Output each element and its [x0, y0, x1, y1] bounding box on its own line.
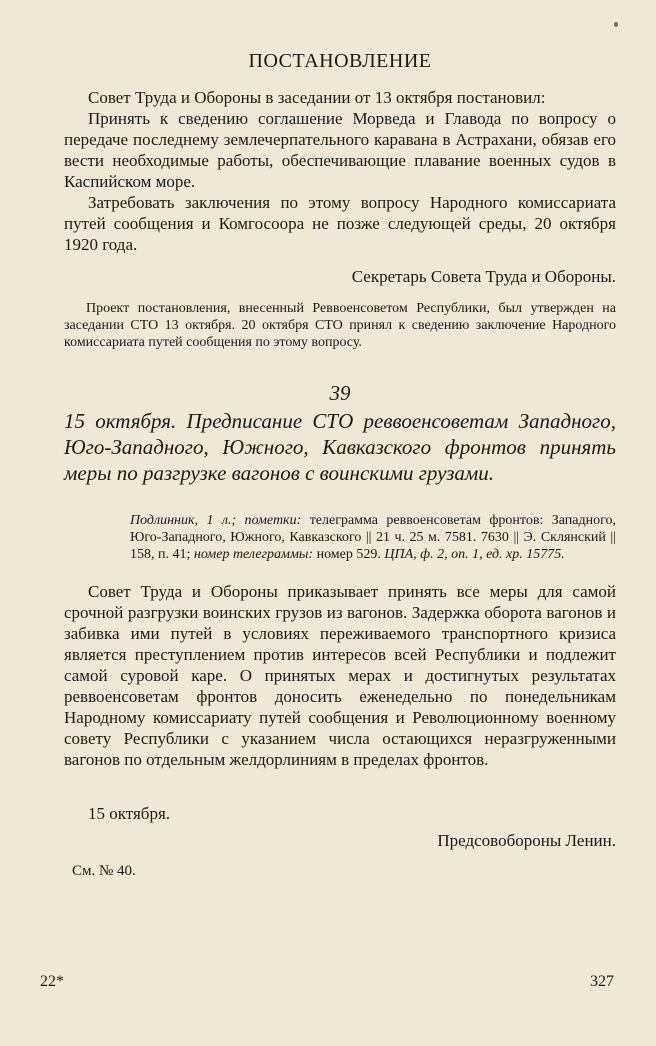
footer-sheet-mark: 22* [40, 973, 64, 990]
note-text: Проект постановления, внесенный Реввоенсоветом Республики, был утвержден на заседании СТО 13 октября. 20 октября СТО принял к сведению заключение Народного комиссариата путей сообщения по этому вопросу. [64, 301, 616, 350]
secretary-signature: Секретарь Совета Труда и Обороны. [351, 267, 616, 286]
archive-reference: ЦПА, ф. 2, оп. 1, ед. хр. 15775. [384, 547, 565, 562]
source-reference [130, 512, 616, 563]
resolution-title: ПОСТАНОВЛЕНИЕ [248, 50, 432, 72]
telegram-number: номер 529. [316, 547, 381, 562]
resolution-note [64, 300, 616, 351]
document-number: 39 [329, 381, 351, 405]
telegram-number-label: номер телеграммы: [193, 547, 314, 562]
source-text: телеграмма реввоенсоветам фронтов: Западного, Юго-Западного, Южного, Кавказского || 21 ч. 25 м. 7581. 7630 || Э. Склянский || 158, п. 41; [130, 513, 617, 562]
order-date: 15 октября. [88, 804, 171, 823]
resolution-paragraph: Совет Труда и Обороны в заседании от 13 октября постановил: [88, 88, 546, 107]
ink-speck [614, 22, 618, 27]
cross-reference: См. № 40. [72, 863, 136, 879]
resolution-body [64, 87, 616, 255]
page-number: 327 [590, 973, 614, 990]
document-heading: 15 октября. Предписание СТО реввоенсоветам Западного, Юго-Западного, Южного, Кавказского фронтов принять меры по разгрузке вагонов с воинскими грузами. [64, 409, 616, 485]
order-paragraph: Совет Труда и Обороны приказывает принять все меры для самой срочной разгрузки воинских грузов из вагонов. Задержка оборота вагонов и забивка ими путей в условиях переживаемого транспортного кризиса является преступлением против интересов всей Республики и подлежит самой суровой каре. О принятых мерах и достигнутых результатах реввоенсоветам фронтов доносить еженедельно по понедельникам Народному комиссариату путей сообщения и Революционному военному совету Республики с указанием числа остающихся неразгруженными вагонов по отдельным желдорлиниям в пределах фронтов. [64, 582, 616, 769]
order-body [64, 581, 616, 770]
resolution-paragraph: Затребовать заключения по этому вопросу Народного комиссариата путей сообщения и Комгосоора не позже следующей среды, 20 октября 1920 года. [64, 193, 616, 254]
resolution-paragraph: Принять к сведению соглашение Морведа и Главода по вопросу о передаче последнему землечерпательного каравана в Астрахани, обязав его вести необходимые работы, обеспечивающие плавание военных судов в Каспийском море. [64, 109, 616, 191]
order-signature: Предсовобороны Ленин. [437, 831, 616, 850]
source-label: Подлинник, 1 л.; пометки: [130, 513, 302, 528]
